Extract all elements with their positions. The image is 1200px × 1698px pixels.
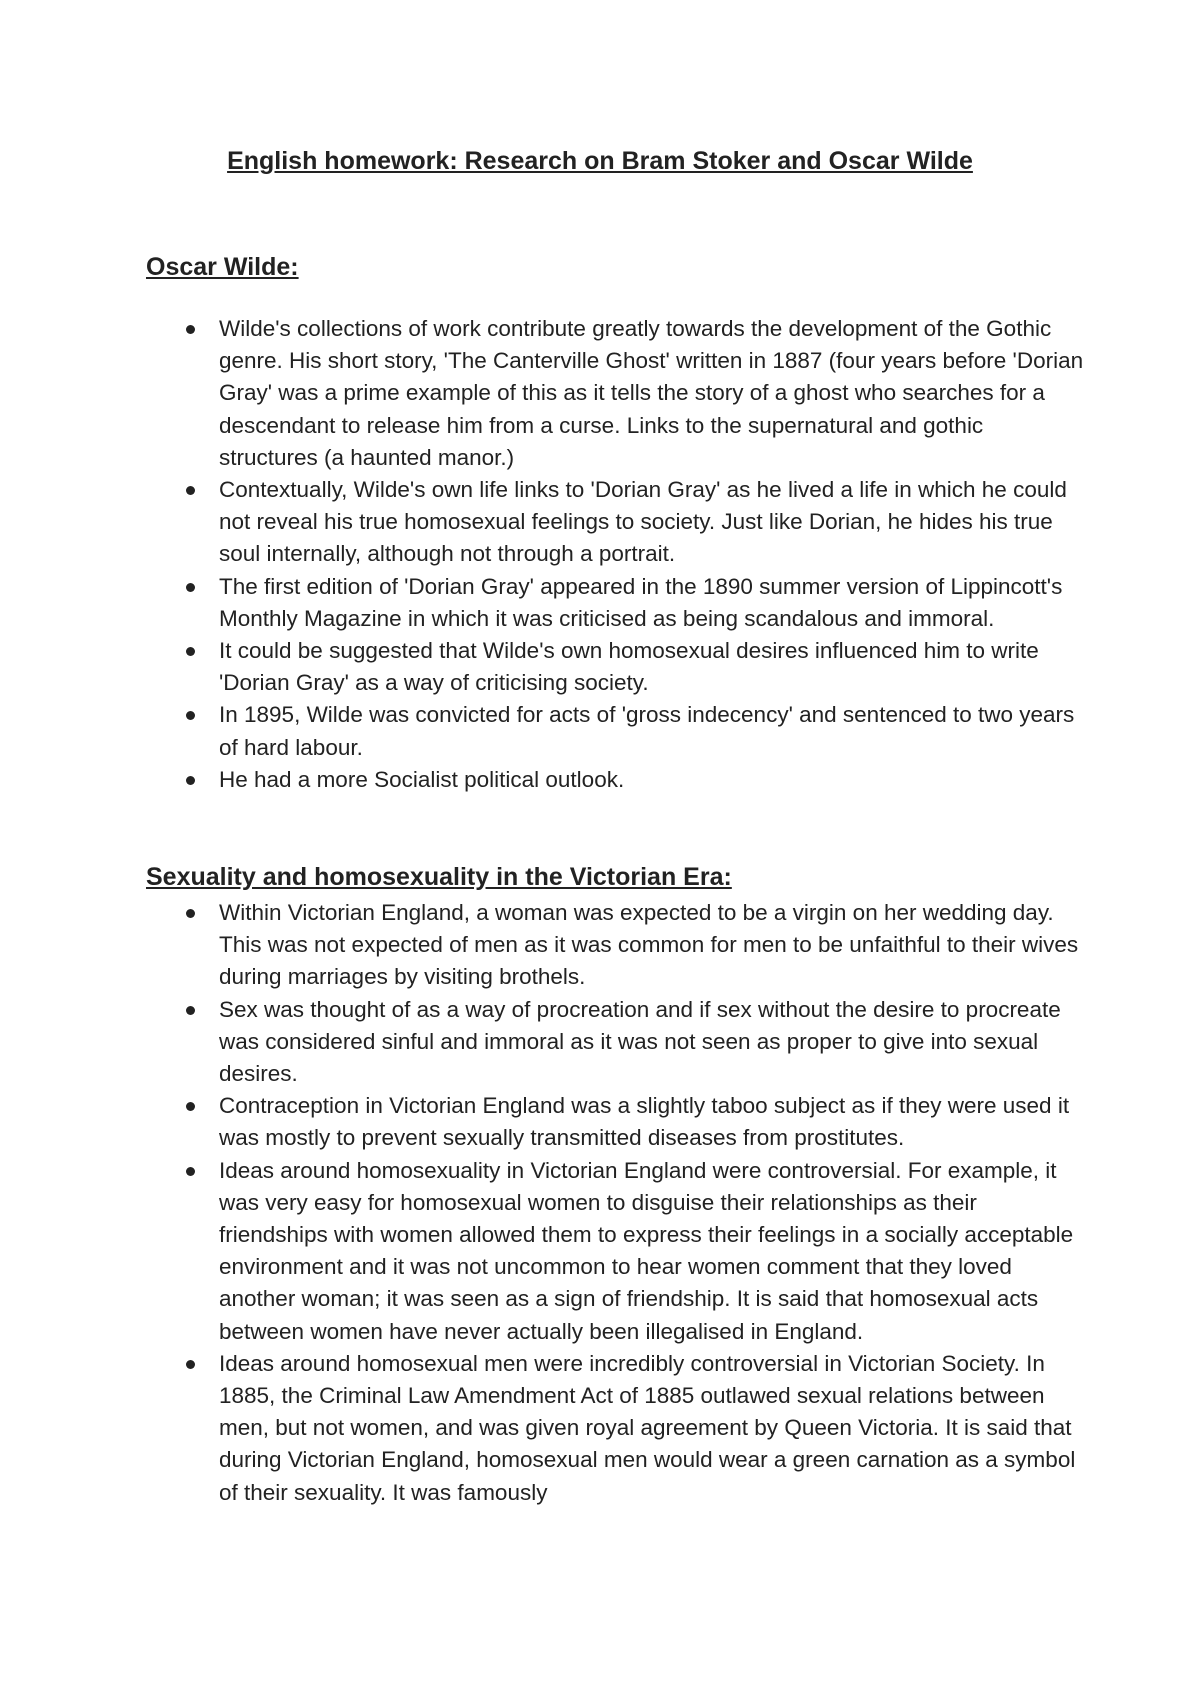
- section-heading-oscar-wilde: Oscar Wilde:: [146, 253, 299, 281]
- list-item: [146, 994, 1086, 1091]
- list-item-text: Contextually, Wilde's own life links to 'Dorian Gray' as he lived a life in which he could not reveal his true homosexual feelings to society. Just like Dorian, he hides his true soul internally, although not through a portrait.: [219, 477, 1067, 567]
- list-item: [146, 571, 1086, 635]
- list-item: [146, 1155, 1086, 1348]
- list-item-text: Wilde's collections of work contribute greatly towards the development of the Gothic genre. His short story, 'The Canterville Ghost' written in 1887 (four years before 'Dorian Gray' was a prime example of this as it tells the story of a ghost who searches for a descendant to release him from a curse. Links to the supernatural and gothic structures (a haunted manor.): [219, 316, 1084, 470]
- document-title: English homework: Research on Bram Stoker and Oscar Wilde: [227, 147, 973, 175]
- list-item: [146, 1348, 1086, 1509]
- list-item-text: He had a more Socialist political outlook.: [219, 766, 625, 792]
- bullet-point-icon: [186, 1167, 195, 1176]
- bullet-point-icon: [186, 647, 195, 656]
- list-item-text: Within Victorian England, a woman was expected to be a virgin on her wedding day. This was not expected of men as it was common for men to be unfaithful to their wives during marriages by visiting brothels.: [219, 900, 1079, 990]
- bullet-list-oscar-wilde: [146, 313, 1086, 796]
- bullet-point-icon: [186, 1006, 195, 1015]
- bullet-point-icon: [186, 1102, 195, 1111]
- list-item: [146, 764, 1086, 796]
- list-item-text: Contraception in Victorian England was a slightly taboo subject as if they were used it was mostly to prevent sexually transmitted diseases from prostitutes.: [219, 1093, 1070, 1151]
- list-item: [146, 897, 1086, 994]
- bullet-point-icon: [186, 711, 195, 720]
- list-item-text: Ideas around homosexuality in Victorian England were controversial. For example, it was very easy for homosexual women to disguise their relationships as their friendships with women allowed them to express their feelings in a socially acceptable environment and it was not uncommon to hear women comment that they loved another woman; it was seen as a sign of friendship. It is said that homosexual acts between women have never actually been illegalised in England.: [219, 1157, 1074, 1344]
- list-item: [146, 699, 1086, 763]
- list-item-text: The first edition of 'Dorian Gray' appeared in the 1890 summer version of Lippincott's Monthly Magazine in which it was criticised as being scandalous and immoral.: [219, 573, 1063, 631]
- list-item: [146, 313, 1086, 474]
- list-item-text: Ideas around homosexual men were incredibly controversial in Victorian Society. In 1885, the Criminal Law Amendment Act of 1885 outlawed sexual relations between men, but not women, and was given royal agreement by Queen Victoria. It is said that during Victorian England, homosexual men would wear a green carnation as a symbol of their sexuality. It was famously: [219, 1350, 1076, 1505]
- list-item-text: Sex was thought of as a way of procreation and if sex without the desire to procreate was considered sinful and immoral as it was not seen as proper to give into sexual desires.: [219, 996, 1061, 1087]
- bullet-point-icon: [186, 583, 195, 592]
- list-item: [146, 635, 1086, 699]
- bullet-point-icon: [186, 909, 195, 918]
- list-item-text: In 1895, Wilde was convicted for acts of 'gross indecency' and sentenced to two years of hard labour.: [219, 702, 1075, 760]
- section-heading-victorian-sexuality: Sexuality and homosexuality in the Victorian Era:: [146, 863, 732, 891]
- list-item: [146, 474, 1086, 571]
- bullet-point-icon: [186, 776, 195, 785]
- bullet-point-icon: [186, 325, 195, 334]
- bullet-list-victorian-sexuality: [146, 897, 1086, 1509]
- list-item: [146, 1090, 1086, 1154]
- bullet-point-icon: [186, 486, 195, 495]
- bullet-point-icon: [186, 1360, 195, 1369]
- list-item-text: It could be suggested that Wilde's own homosexual desires influenced him to write 'Dorian Gray' as a way of criticising society.: [219, 638, 1039, 696]
